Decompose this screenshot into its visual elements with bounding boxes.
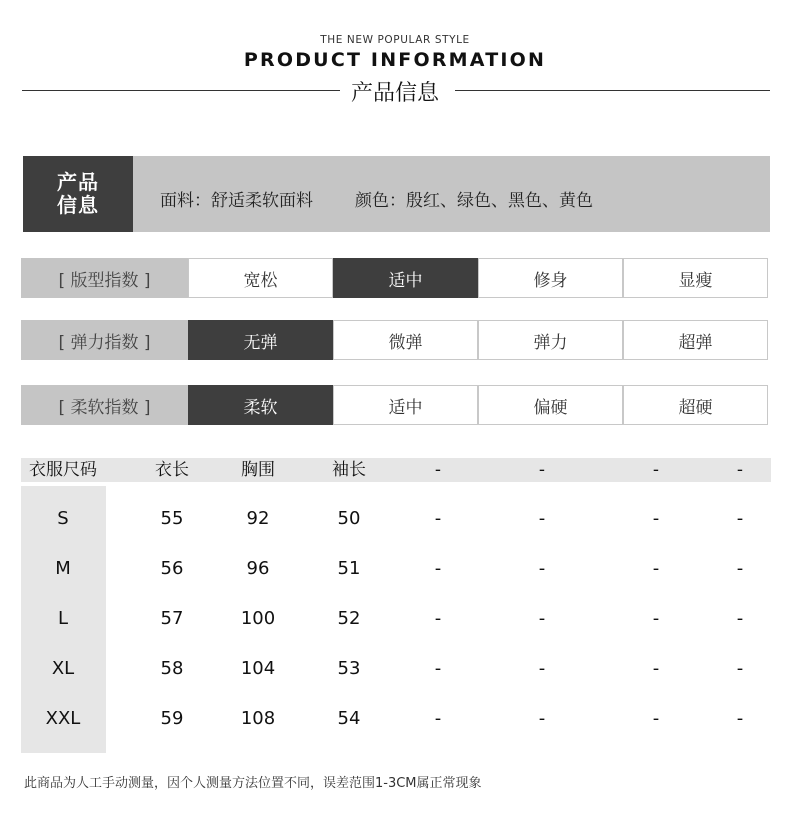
elasticity-index-option: 弹力 [478,320,623,360]
measurement-note: 此商品为人工手动测量，因个人测量方法位置不同，误差范围1-3CM属正常现象 [24,776,482,791]
table-value-cell: 57 [160,608,184,629]
elasticity-index-option-selected: 无弹 [188,320,333,360]
fit-index-option-selected: 适中 [333,258,478,298]
table-value-cell: - [652,558,660,579]
table-value-cell: - [538,658,546,679]
table-value-cell: - [538,608,546,629]
product-info-label-line1: 产品 [57,170,99,194]
table-value-cell: 53 [337,658,361,679]
table-value-cell: - [736,708,744,729]
table-value-cell: - [434,608,442,629]
table-value-cell: 55 [160,508,184,529]
table-value-cell: - [652,708,660,729]
table-value-cell: - [434,508,442,529]
header-cn-title-text: 产品信息 [341,81,449,106]
table-value-cell: 108 [240,708,276,729]
table-header-cell: 胸围 [241,460,275,480]
softness-index-option: 偏硬 [478,385,623,425]
table-value-cell: 52 [337,608,361,629]
product-info-label-line2: 信息 [57,193,99,217]
table-value-cell: 58 [160,658,184,679]
table-header-cell: 袖长 [332,460,366,480]
table-header-cell: - [736,460,744,480]
header-title: PRODUCT INFORMATION [243,49,547,71]
softness-index-option: 超硬 [623,385,768,425]
table-size-cell: L [57,608,69,629]
table-value-cell: - [652,608,660,629]
table-value-cell: 92 [246,508,270,529]
product-info-label [23,156,133,232]
table-value-cell: 59 [160,708,184,729]
table-value-cell: - [736,508,744,529]
elasticity-index-label: [ 弹力指数 ] [21,320,188,360]
table-size-cell: XXL [45,708,81,729]
table-value-cell: - [434,708,442,729]
softness-index-option: 适中 [333,385,478,425]
table-header-cell: - [434,460,442,480]
softness-index-option-selected: 柔软 [188,385,333,425]
color-text: 颜色：殷红、绿色、黑色、黄色 [355,191,593,211]
table-value-cell: 96 [246,558,270,579]
table-size-cell: M [55,558,71,579]
softness-index-label: [ 柔软指数 ] [21,385,188,425]
table-value-cell: 54 [337,708,361,729]
table-value-cell: 51 [337,558,361,579]
table-value-cell: - [434,558,442,579]
table-value-cell: 56 [160,558,184,579]
table-header-cell: - [538,460,546,480]
header-subtitle: THE NEW POPULAR STYLE [320,34,470,46]
table-header-cell: 衣服尺码 [29,460,97,480]
fit-index-option: 显瘦 [623,258,768,298]
table-value-cell: - [538,708,546,729]
table-value-cell: - [538,558,546,579]
table-value-cell: - [652,658,660,679]
table-value-cell: - [538,508,546,529]
table-header-cell: - [652,460,660,480]
table-value-cell: - [652,508,660,529]
fit-index-label: [ 版型指数 ] [21,258,188,298]
table-header-cell: 衣长 [155,460,189,480]
fit-index-option: 修身 [478,258,623,298]
material-text: 面料：舒适柔软面料 [160,191,313,211]
table-value-cell: - [736,558,744,579]
table-value-cell: 104 [240,658,276,679]
table-value-cell: 50 [337,508,361,529]
fit-index-option: 宽松 [188,258,333,298]
table-value-cell: - [736,608,744,629]
table-value-cell: - [736,658,744,679]
table-value-cell: 100 [240,608,276,629]
table-size-cell: XL [51,658,75,679]
elasticity-index-option: 超弹 [623,320,768,360]
header-cn-title [0,76,790,107]
table-value-cell: - [434,658,442,679]
table-size-cell: S [57,508,69,529]
elasticity-index-option: 微弹 [333,320,478,360]
